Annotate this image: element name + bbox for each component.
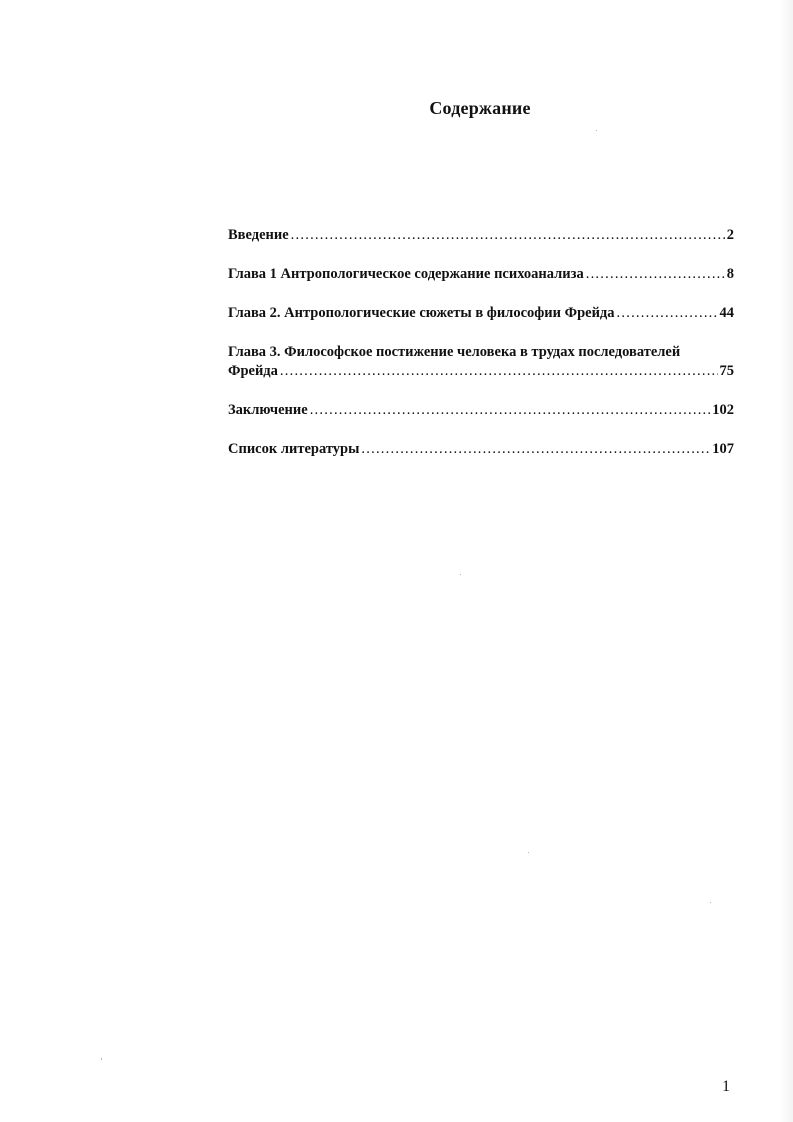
toc-entry-title: Заключение — [228, 402, 308, 418]
toc-leader-dots — [280, 362, 718, 381]
table-of-contents — [228, 226, 734, 479]
toc-leader-dots — [291, 226, 725, 245]
toc-leader-dots — [586, 265, 725, 284]
toc-entry-page: 102 — [712, 402, 734, 418]
toc-entry-title: Фрейда — [228, 363, 278, 379]
toc-entry-page: 2 — [726, 227, 734, 243]
toc-entry-title: Глава 2. Антропологические сюжеты в философии Фрейда — [228, 305, 615, 321]
scan-speck — [528, 852, 529, 853]
toc-entry-page: 8 — [726, 266, 734, 282]
scan-speck — [596, 130, 597, 131]
toc-entry-bibliography — [228, 440, 734, 459]
toc-entry-chapter-1 — [228, 265, 734, 284]
toc-entry-chapter-3 — [228, 343, 734, 381]
scan-speck — [460, 574, 461, 575]
toc-entry-page: 107 — [712, 441, 734, 457]
toc-entry-conclusion — [228, 401, 734, 420]
toc-entry-title: Глава 1 Антропологическое содержание психоанализа — [228, 266, 584, 282]
scan-speck — [101, 1058, 102, 1060]
toc-entry-page: 75 — [719, 363, 734, 379]
toc-entry-chapter-2 — [228, 304, 734, 323]
toc-entry-title: Введение — [228, 227, 289, 243]
toc-leader-dots — [361, 440, 710, 459]
toc-entry-introduction — [228, 226, 734, 245]
toc-entry-title: Список литературы — [228, 441, 360, 457]
toc-entry-page: 44 — [719, 305, 734, 321]
toc-entry-title-line-1: Глава 3. Философское постижение человека в трудах последователей — [228, 344, 681, 360]
page-number: 1 — [722, 1078, 730, 1095]
page-title: Содержание — [429, 98, 531, 118]
scan-edge-shadow — [779, 0, 793, 1122]
toc-leader-dots — [310, 401, 711, 420]
toc-leader-dots — [617, 304, 718, 323]
scan-speck — [710, 902, 711, 903]
